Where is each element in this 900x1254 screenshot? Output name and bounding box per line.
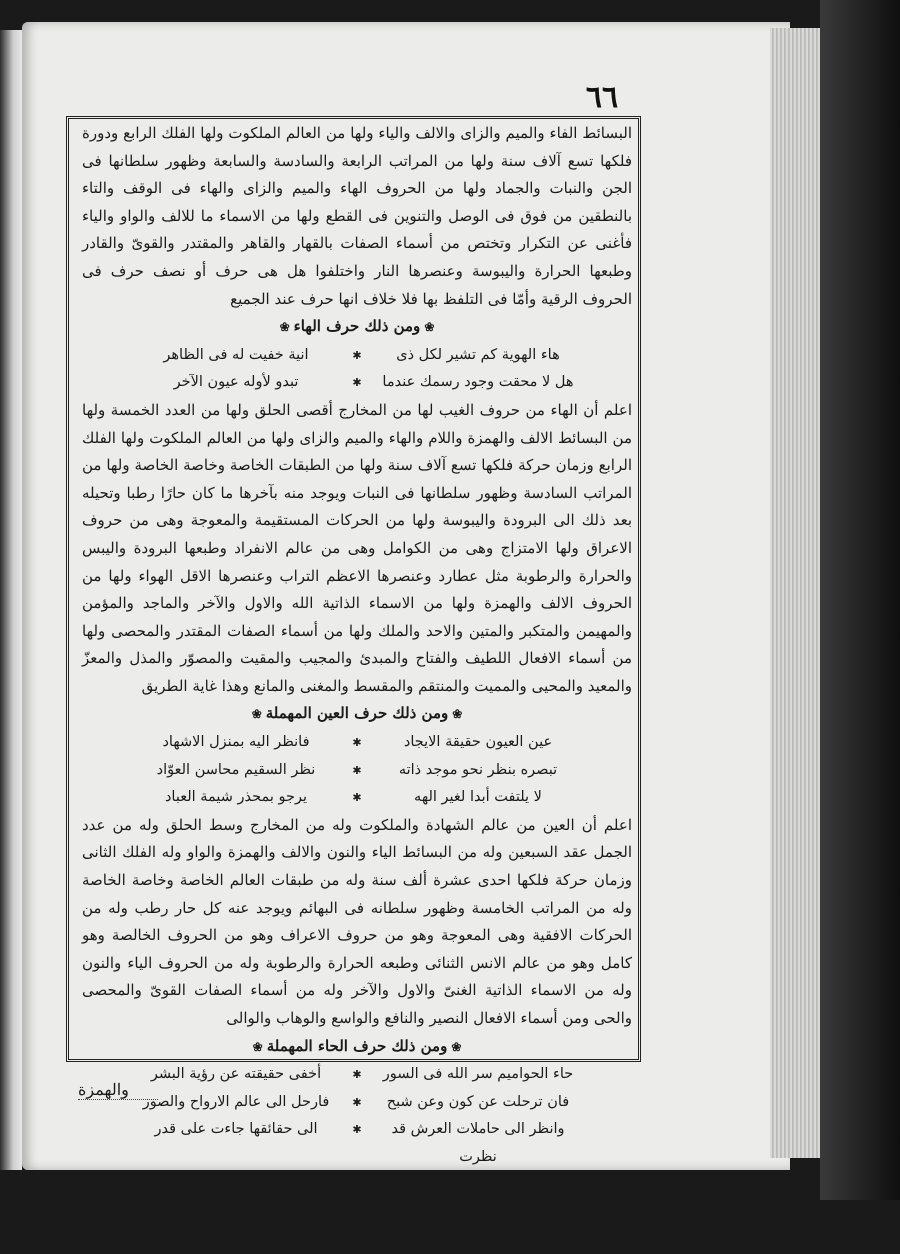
- verse-first-hemistich: هاء الهوية كم تشير لكل ذى: [396, 346, 560, 363]
- verse-first-hemistich: هل لا محقت وجود رسمك عندما: [382, 374, 574, 391]
- verse-first-hemistich: تبصره بنظر نحو موجد ذاته: [398, 761, 558, 778]
- verse-second-hemistich: نظر السقيم محاسن العوّاد: [156, 761, 316, 778]
- verse-line: [82, 729, 632, 757]
- star-separator-icon: ✱: [352, 1095, 362, 1109]
- verse-line: [82, 1089, 632, 1117]
- page-number: ٦٦: [585, 80, 619, 115]
- verse-line: [82, 757, 632, 785]
- verse-line: [82, 342, 632, 370]
- ornament-icon: ❀: [252, 1039, 263, 1054]
- verse-line: [82, 784, 632, 812]
- verse-line: [82, 1172, 632, 1200]
- paragraph-ain: اعلم أن العين من عالم الشهادة والملكوت وله من المخارج وسط الحلق وله من عدد الجمل عقد السبعين وله من البسائط الياء والنون والالف والهمزة والواو وله الفلك الثانى وزمان حركة فلكها احدى عشرة ألف سنة وله من طبقات العالم الخاصة وخاصة الخاصة وله من المراتب الخامسة وظهور سلطانه فى البهائم ويوجد عنه كل حار رطب وله من الحركات الافقية وهى المعوجة وهو من حروف الاعراف وهو من الحروف الخالصة وهو كامل وهو من عالم الانس الثنائى وطبعه الحرارة والرطوبة وله من الحروف الياء والنون وله من الاسماء الذاتية الغنىّ والاول والآخر وله من أسماء الصفات القوىّ والمحصى والحى ومن أسماء الافعال النصير والنافع والواسع والوهاب والوالى: [82, 815, 632, 1027]
- star-separator-icon: ✱: [352, 763, 362, 777]
- verse-first-hemistich: عين العيون حقيقة الايجاد: [403, 734, 553, 751]
- verse-first-hemistich: لا يلتفت أبدا لغير الهه: [414, 789, 542, 806]
- heading-text: ومن ذلك حرف الهاء: [293, 317, 421, 336]
- verse-group-ain: [82, 729, 632, 812]
- heading-text: ومن ذلك حرف العين المهملة: [265, 704, 449, 723]
- verse-second-hemistich: أخفى حقيقته عن رؤية البشر: [150, 1066, 322, 1083]
- star-separator-icon: ✱: [352, 736, 362, 750]
- verse-group-ha: [82, 342, 632, 397]
- verse-second-hemistich: الى حقائقها جاءت على قدر: [154, 1121, 318, 1138]
- paragraph-ha: اعلم أن الهاء من حروف الغيب لها من المخارج أقصى الحلق ولها من العدد الخمسة ولها من البسائط الالف والهمزة واللام والهاء والميم والزاى ولها من العالم الملكوت ولها الفلك الرابع وزمان حركة فلكها تسع آلاف سنة ولها من الطبقات الخاصة وخاصة الخاصة ولها من المراتب السادسة وظهور سلطانها فى النبات ويوجد منه بآخرها ما كان حارًا رطبا وتحيله بعد ذلك الى البرودة واليبوسة ولها من الحركات المستقيمة والمعوجة وهى من حروف الاعراق ولها الامتزاج وهى من الكوامل وهى من عالم الانفراد وطبعها البرودة واليبس والحرارة والرطوبة مثل عطارد وعنصرها الاعظم التراب وعنصرها الاقل الهواء ولها من الحروف الالف والهمزة ولها من الاسماء الذاتية الله والاول والآخر والماجد والمؤمن والمهيمن والمتكبر والمتين والاحد والملك ولها من أسماء الصفات المقتدر والمحصى ولها من أسماء الافعال اللطيف والفتاح والمبدئ والمجيب والمقيت والمصوّر والمذل والمعزّ والمعيد والمحيى والمميت والمنتقم والمقسط والمغنى والمانع وهذا غاية الطريق: [82, 400, 632, 695]
- verse-line: [82, 1061, 632, 1089]
- verse-line: [82, 369, 632, 397]
- verse-line: [82, 1116, 632, 1171]
- verse-second-hemistich: يرجو بمحذر شيمة العباد: [164, 789, 308, 806]
- heading-text: ومن ذلك حرف الحاء المهملة: [266, 1036, 448, 1055]
- binding-shadow: [0, 30, 22, 1170]
- section-heading-ain: [82, 700, 632, 729]
- ornament-icon: ❀: [424, 320, 435, 335]
- star-separator-icon: ✱: [352, 1123, 362, 1137]
- section-heading-ha: [82, 313, 632, 342]
- text-block: [72, 118, 640, 1249]
- star-separator-icon: ✱: [352, 376, 362, 390]
- verse-first-hemistich: فان ترحلت عن كون وعن شبح: [386, 1093, 570, 1110]
- star-separator-icon: ✱: [352, 1178, 362, 1192]
- paragraph-haa: اعلم أيها الولى ان الحاء من عالم الغيب وله من المخارج وسط الحلق وله من العدد الثمانية وله من البسائط الالف: [82, 1203, 632, 1249]
- catchword: والهمزة: [78, 1080, 158, 1100]
- ornament-icon: ❀: [451, 1039, 462, 1054]
- verse-first-hemistich: حاء الحواميم سر الله فى السور: [382, 1066, 574, 1083]
- paragraph-intro: البسائط الفاء والميم والزاى والالف والياء ولها من العالم الملكوت ولها الفلك الرابع ودورة فلكها تسع آلاف سنة ولها من المراتب الرابعة والسادسة والسابعة وظهور سلطانها فى الجن والنبات والجماد ولها من الحروف الهاء والميم والزاى والهاء فى الوقف والتاء بالنطقين من فوق فى الوصل والتنوين فى القطع ولها من الاسماء ما للالف والواو والياء فأغنى عن التكرار وتختص من أسماء الصفات بالقهار والقاهر والمقتدر والقوىّ والقادر وطبعها الحرارة واليبوسة وعنصرها النار واختلفوا هل هى حرف أو نصف حرف فى الحروف الرقية وأمّا فى التلفظ بها فلا خلاف انها حرف عند الجميع: [82, 124, 632, 308]
- verse-first-hemistich: تجد لحائك سلطانا وعزته: [404, 1176, 552, 1193]
- ornament-icon: ❀: [452, 707, 463, 722]
- ornament-icon: ❀: [279, 320, 290, 335]
- star-separator-icon: ✱: [352, 1068, 362, 1082]
- star-separator-icon: ✱: [352, 348, 362, 362]
- verse-group-haa: [82, 1061, 632, 1199]
- star-separator-icon: ✱: [352, 791, 362, 805]
- verse-second-hemistich: انية خفيت له فى الظاهر: [163, 346, 309, 363]
- verse-first-hemistich: وانظر الى حاملات العرش قد نظرت: [391, 1121, 565, 1165]
- ornament-icon: ❀: [251, 707, 262, 722]
- verse-second-hemistich: فانظر اليه بمنزل الاشهاد: [162, 734, 310, 751]
- verse-second-hemistich: تبدو لأوله عيون الآخر: [173, 374, 299, 391]
- section-heading-haa: [82, 1033, 632, 1062]
- verse-second-hemistich: فارحل الى عالم الارواح والصور: [142, 1093, 330, 1110]
- scan-background: [820, 0, 900, 1200]
- page-stack-edges: [770, 28, 822, 1158]
- verse-second-hemistich: أن لا يدانى ولا يخشى من الغير: [144, 1176, 328, 1193]
